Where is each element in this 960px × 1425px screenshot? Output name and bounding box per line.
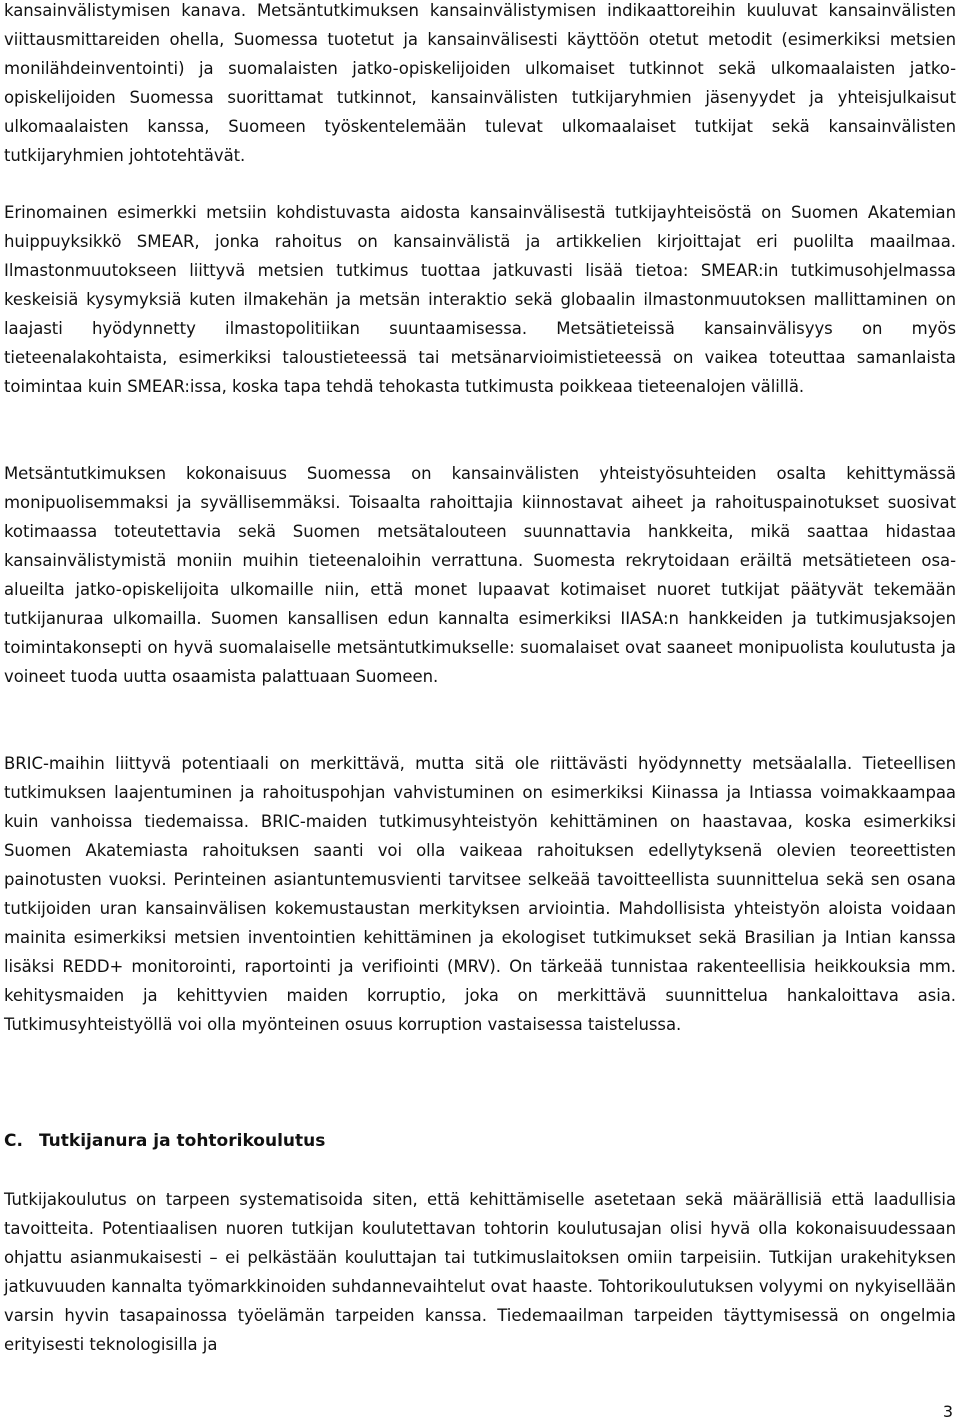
paragraph-bric-potential: BRIC-maihin liittyvä potentiaali on merkittävä, mutta sitä ole riittävästi hyödynnetty metsäalalla. Tieteellisen tutkimuksen laajentuminen ja rahoituspohjan vahvistuminen on esimerkiksi Kiinassa ja Intiassa voimakkaampaa kuin vanhoissa tiedemaissa. BRIC-maiden tutkimusyhteistyön kehittäminen on haastavaa, koska esimerkiksi Suomen Akatemiasta rahoituksen saanti voi olla vaikeaa rahoituksen edellytyksenä olevien teoreettisten painotusten vuoksi. Perinteinen asiantuntemusvienti tarvitsee selkeää tavoitteellista suunnittelua sekä sen osana tutkijoiden uran kansainvälisen kokemustaustan merkityksen arviointia. Mahdollisista yhteistyön aloista voidaan mainita esimerkiksi metsien inventointien kehittäminen ja ekologiset tutkimukset sekä Brasilian ja Intian kanssa lisäksi REDD+ monitorointi, raportointi ja verifiointi (MRV). On tärkeää tunnistaa rakenteellisia heikkouksia mm. kehitysmaiden ja kehittyvien maiden korruptio, joka on merkittävä suunnittelua hankaloittava asia. Tutkimusyhteistyöllä voi olla myönteinen osuus korruption vastaisessa taistelussa. (4, 754, 956, 1034)
paragraph-internationalisation-indicators: kansainvälistymisen kanava. Metsäntutkimuksen kansainvälistymisen indikaattoreihin kuuluvat kansainvälisten viittausmittareiden ohella, Suomessa tuotetut ja kansainvälisesti käyttöön otetut metodit (esimerkiksi metsien monilähdeinventointi) ja suomalaisten jatko-opiskelijoiden ulkomaiset tutkinnot sekä ulkomaalaisten jatko-opiskelijoiden Suomessa suorittamat tutkinnot, kansainvälisten tutkijaryhmien jäsenyydet ja yhteisjulkaisut ulkomaalaisten kanssa, Suomeen työskentelemään tulevat ulkomaalaiset tutkijat sekä kansainvälisten tutkijaryhmien johtotehtävät. (4, 1, 956, 165)
page-number: 3 (942, 1402, 953, 1421)
paragraph-smear-example: Erinomainen esimerkki metsiin kohdistuvasta aidosta kansainvälisestä tutkijayhteisöstä on Suomen Akatemian huippuyksikkö SMEAR, jonka rahoitus on kansainvälistä ja artikkelien kirjoittajat eri puolilta maailmaa. Ilmastonmuutokseen liittyvä metsien tutkimus tuottaa jatkuvasti lisää tietoa: SMEAR:in tutkimusohjelmassa keskeisiä kysymyksiä kuten ilmakehän ja metsän interaktio sekä globaalin ilmastonmuutoksen mallittaminen on laajasti hyödynnetty ilmastopolitiikan suuntaamisessa. Metsätieteissä kansainvälisyys on myös tieteenalakohtaista, esimerkiksi taloustieteessä tai metsänarvioimistieteessä on vaikea toteuttaa samanlaista toimintaa kuin SMEAR:issa, koska tapa tehdä tehokasta tutkimusta poikkeaa tieteenalojen välillä. (4, 203, 956, 396)
section-heading (4, 1127, 325, 1156)
section-title: Tutkijanura ja tohtorikoulutus (38, 1131, 326, 1151)
paragraph-international-cooperation: Metsäntutkimuksen kokonaisuus Suomessa on kansainvälisten yhteistyösuhteiden osalta kehittymässä monipuolisemmaksi ja syvällisemmäksi. Toisaalta rahoittajia kiinnostavat aiheet ja rahoituspainotukset suosivat kotimaassa toteutettavia sekä Suomen metsätalouteen suunnattavia hankkeita, mikä saattaa hidastaa kansainvälistymistä moniin muihin tieteenaloihin verrattuna. Suomesta rekrytoidaan eräiltä metsätieteen osa-alueilta jatko-opiskelijoita ulkomaille niin, että monet lupaavat kotimaiset nuoret tutkijat päätyvät tekemään tutkijanuraa ulkomailla. Suomen kansallisen edun kannalta esimerkiksi IIASA:n hankkeiden ja tutkimusjaksojen toimintakonsepti on hyvä suomalaiselle metsäntutkimukselle: suomalaiset ovat saaneet monipuolista koulutusta ja voineet tuoda uutta osaamista palattuaan Suomeen. (4, 464, 956, 686)
paragraph-researcher-training: Tutkijakoulutus on tarpeen systematisoida siten, että kehittämiselle asetetaan sekä määrällisiä että laadullisia tavoitteita. Potentiaalisen nuoren tutkijan koulutettavan tohtorin koulutusajan olisi hyvä olla kokonaisuudessaan ohjattu asianmukaisesti – ei pelkästään kouluttajan tai tutkimuslaitoksen omiin tarpeisiin. Tutkijan urakehityksen jatkuvuuden kannalta työmarkkinoiden suhdannevaihtelut ovat haaste. Tohtorikoulutuksen volyymi on nykyisellään varsin hyvin tasapainossa työelämän tarpeiden kanssa. Tiedemaailman tarpeiden täyttymisessä on ongelmia erityisesti teknologisilla ja (4, 1190, 956, 1354)
section-letter: C. (4, 1131, 23, 1151)
